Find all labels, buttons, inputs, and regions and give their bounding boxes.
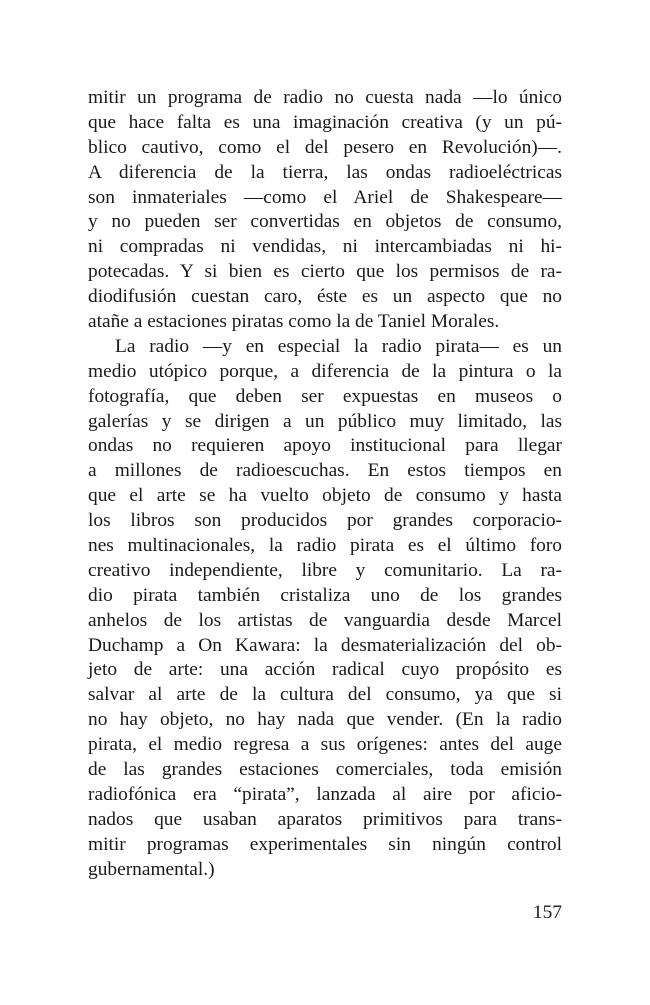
text-line: y no pueden ser convertidas en objetos de consumo,: [88, 211, 562, 233]
text-line: anhelos de los artistas de vanguardia desde Marcel: [88, 609, 562, 631]
text-line: que hace falta es una imaginación creativa (y un pú-: [88, 111, 562, 133]
text-line: medio utópico porque, a diferencia de la pintura o la: [88, 360, 562, 382]
body-text: [88, 86, 562, 883]
text-line: nados que usaban aparatos primitivos para trans-: [88, 808, 562, 830]
text-line: radiofónica era “pirata”, lanzada al aire por aficio-: [88, 783, 562, 805]
text-line: jeto de arte: una acción radical cuyo propósito es: [88, 659, 562, 681]
text-line: La radio —y en especial la radio pirata— es un: [115, 335, 562, 357]
text-line: a millones de radioescuchas. En estos tiempos en: [88, 460, 562, 482]
text-line: no hay objeto, no hay nada que vender. (En la radio: [88, 709, 562, 731]
page-number: 157: [532, 902, 562, 923]
text-line: diodifusión cuestan caro, éste es un aspecto que no: [88, 286, 562, 308]
text-line: nes multinacionales, la radio pirata es el último foro: [88, 535, 562, 557]
text-line: dio pirata también cristaliza uno de los grandes: [88, 584, 562, 606]
text-line: galerías y se dirigen a un público muy limitado, las: [88, 410, 562, 432]
text-line: A diferencia de la tierra, las ondas radioeléctricas: [88, 161, 562, 183]
text-line: los libros son producidos por grandes corporacio-: [88, 510, 562, 532]
text-line: pirata, el medio regresa a sus orígenes: antes del auge: [88, 734, 562, 756]
text-line: atañe a estaciones piratas como la de Taniel Morales.: [88, 311, 500, 333]
text-line: gubernamental.): [88, 858, 215, 880]
text-line: fotografía, que deben ser expuestas en museos o: [88, 385, 562, 407]
text-line: Duchamp a On Kawara: la desmaterialización del ob-: [88, 634, 562, 656]
text-line: de las grandes estaciones comerciales, toda emisión: [88, 759, 562, 781]
text-line: ondas no requieren apoyo institucional para llegar: [88, 435, 562, 457]
paragraph: [88, 335, 562, 883]
text-line: mitir un programa de radio no cuesta nada —lo único: [88, 87, 562, 108]
text-line: blico cautivo, como el del pesero en Revolución)—.: [88, 136, 562, 158]
text-line: salvar al arte de la cultura del consumo, ya que si: [88, 684, 562, 706]
text-line: que el arte se ha vuelto objeto de consumo y hasta: [88, 485, 562, 507]
text-line: mitir programas experimentales sin ningún control: [88, 833, 562, 855]
paragraph: [88, 86, 562, 335]
text-line: potecadas. Y si bien es cierto que los permisos de ra-: [88, 261, 562, 283]
text-line: ni compradas ni vendidas, ni intercambiadas ni hi-: [88, 236, 562, 258]
text-line: son inmateriales —como el Ariel de Shakespeare—: [88, 186, 562, 208]
text-line: creativo independiente, libre y comunitario. La ra-: [88, 559, 562, 581]
